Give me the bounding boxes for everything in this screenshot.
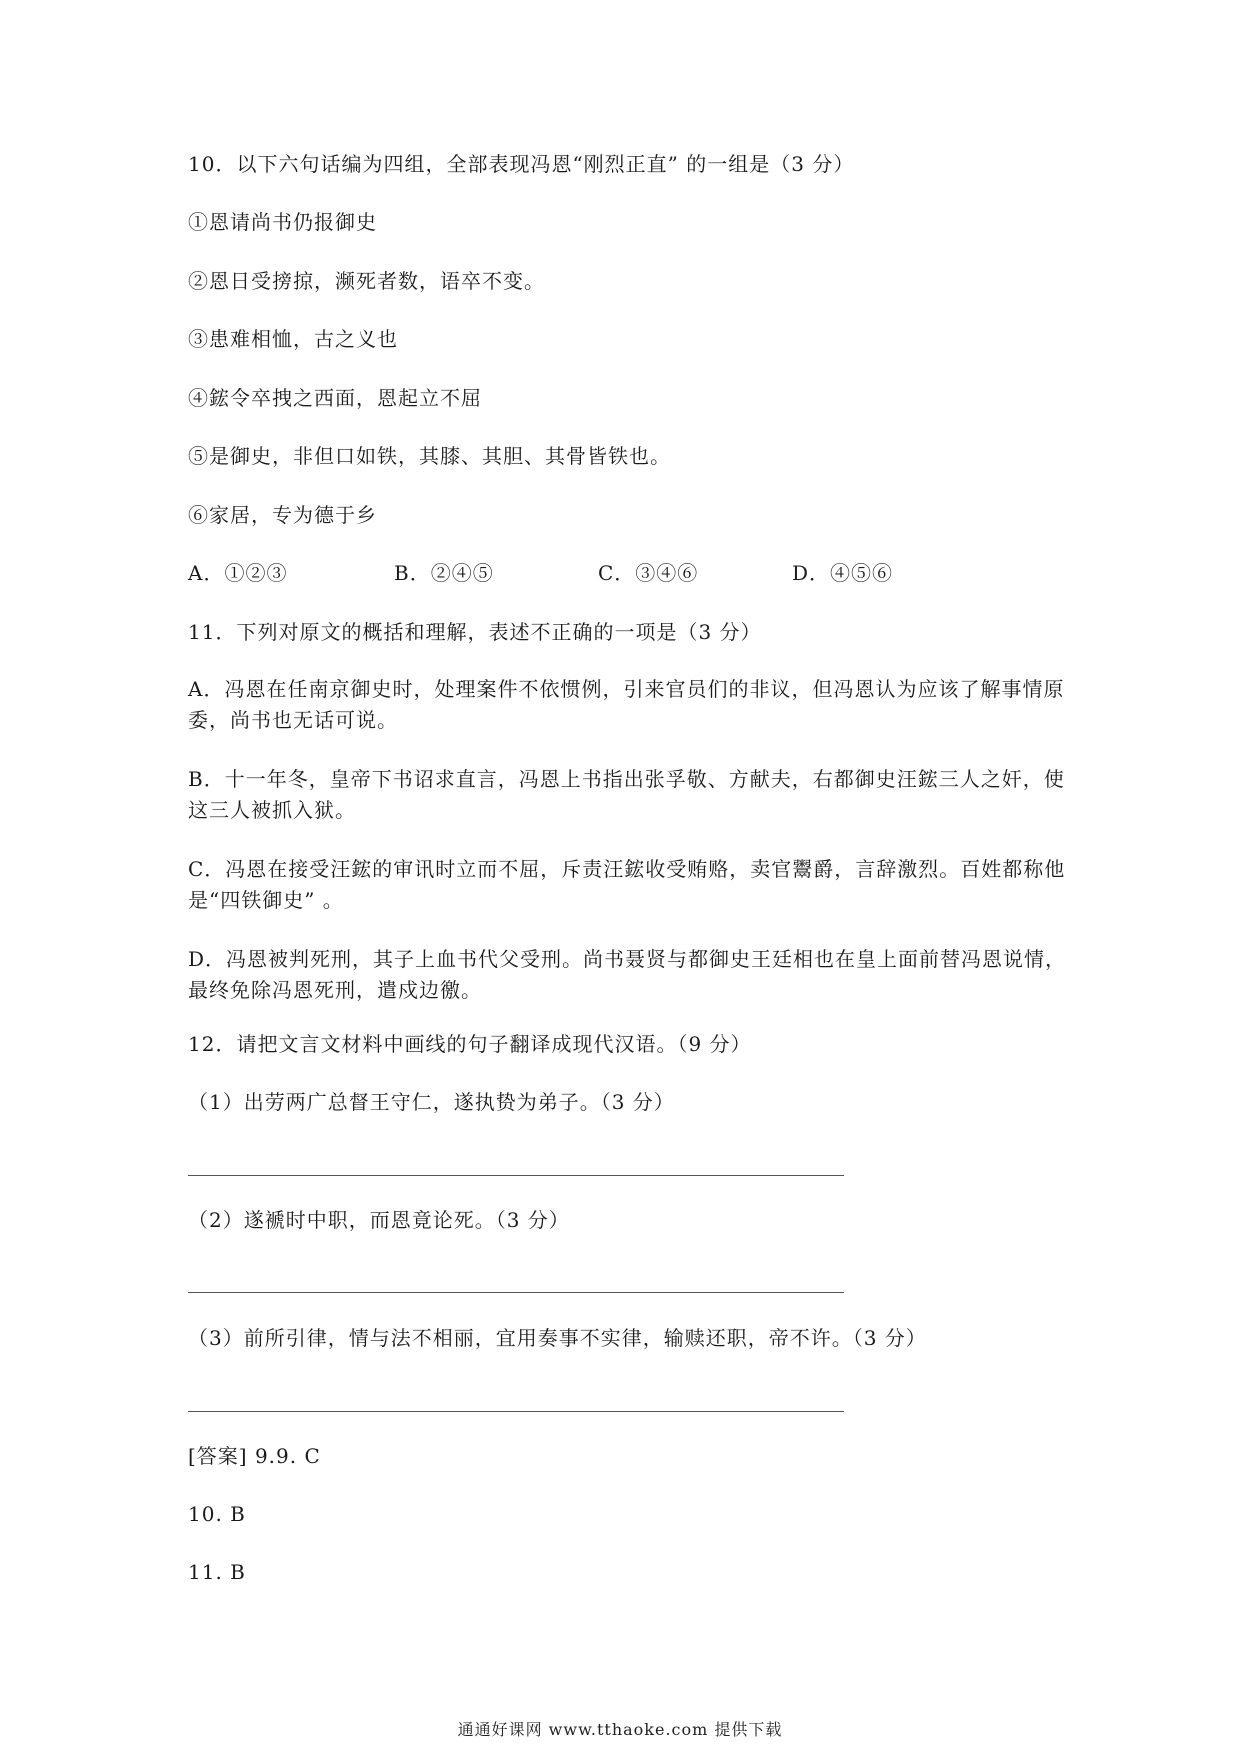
answer-11: 11. B bbox=[188, 1560, 246, 1584]
answer-blank-line-3 bbox=[188, 1411, 844, 1412]
answer-10: 10. B bbox=[188, 1502, 246, 1526]
q10-sentence-3: ③患难相恤，古之义也 bbox=[188, 327, 398, 351]
q10-option-c: C．③④⑥ bbox=[598, 561, 699, 585]
q10-sentence-5: ⑤是御史，非但口如铁，其膝、其胆、其骨皆铁也。 bbox=[188, 444, 671, 468]
q12-item-3: （3）前所引律，情与法不相丽，宜用奏事不实律，输赎还职，帝不许。（3 分） bbox=[188, 1326, 927, 1350]
q11-option-c: C．冯恩在接受汪鋐的审讯时立而不屈，斥责汪鋐收受贿赂，卖官鬻爵，言辞激烈。百姓都称他是“四铁御史” 。 bbox=[188, 857, 1066, 912]
q11-stem: 11．下列对原文的概括和理解，表述不正确的一项是（3 分） bbox=[188, 620, 762, 644]
q10-stem: 10．以下六句话编为四组，全部表现冯恩“刚烈正直” 的一组是（3 分） bbox=[188, 152, 855, 176]
answer-header: [答案] 9.9. C bbox=[188, 1444, 321, 1468]
answer-blank-line-2 bbox=[188, 1292, 844, 1293]
q12-item-2: （2）遂褫时中职，而恩竟论死。（3 分） bbox=[188, 1208, 570, 1232]
answer-blank-line-1 bbox=[188, 1175, 844, 1176]
q10-option-b: B．②④⑤ bbox=[394, 561, 494, 585]
q10-sentence-6: ⑥家居，专为德于乡 bbox=[188, 503, 377, 527]
q12-stem: 12．请把文言文材料中画线的句子翻译成现代汉语。（9 分） bbox=[188, 1032, 752, 1056]
q10-option-d: D．④⑤⑥ bbox=[792, 561, 894, 585]
q10-sentence-2: ②恩日受搒掠，濒死者数，语卒不变。 bbox=[188, 269, 545, 293]
page-footer: 通通好课网 www.tthaoke.com 提供下载 bbox=[457, 1720, 783, 1739]
q10-option-a: A．①②③ bbox=[188, 561, 288, 585]
q10-sentence-4: ④鋐令卒拽之西面，恩起立不屈 bbox=[188, 386, 482, 410]
q11-option-b: B．十一年冬，皇帝下书诏求直言，冯恩上书指出张孚敬、方献夫，右都御史汪鋐三人之奸，使这三人被抓入狱。 bbox=[188, 767, 1065, 822]
q10-sentence-1: ①恩请尚书仍报御史 bbox=[188, 210, 377, 234]
q11-option-d: D．冯恩被判死刑，其子上血书代父受刑。尚书聂贤与都御史王廷相也在皇上面前替冯恩说情，最终免除冯恩死刑，遣戍边徼。 bbox=[188, 947, 1067, 1002]
q11-option-a: A．冯恩在任南京御史时，处理案件不依惯例，引来官员们的非议，但冯恩认为应该了解事情原委，尚书也无话可说。 bbox=[188, 677, 1065, 732]
q12-item-1: （1）出劳两广总督王守仁，遂执贽为弟子。（3 分） bbox=[188, 1090, 675, 1114]
